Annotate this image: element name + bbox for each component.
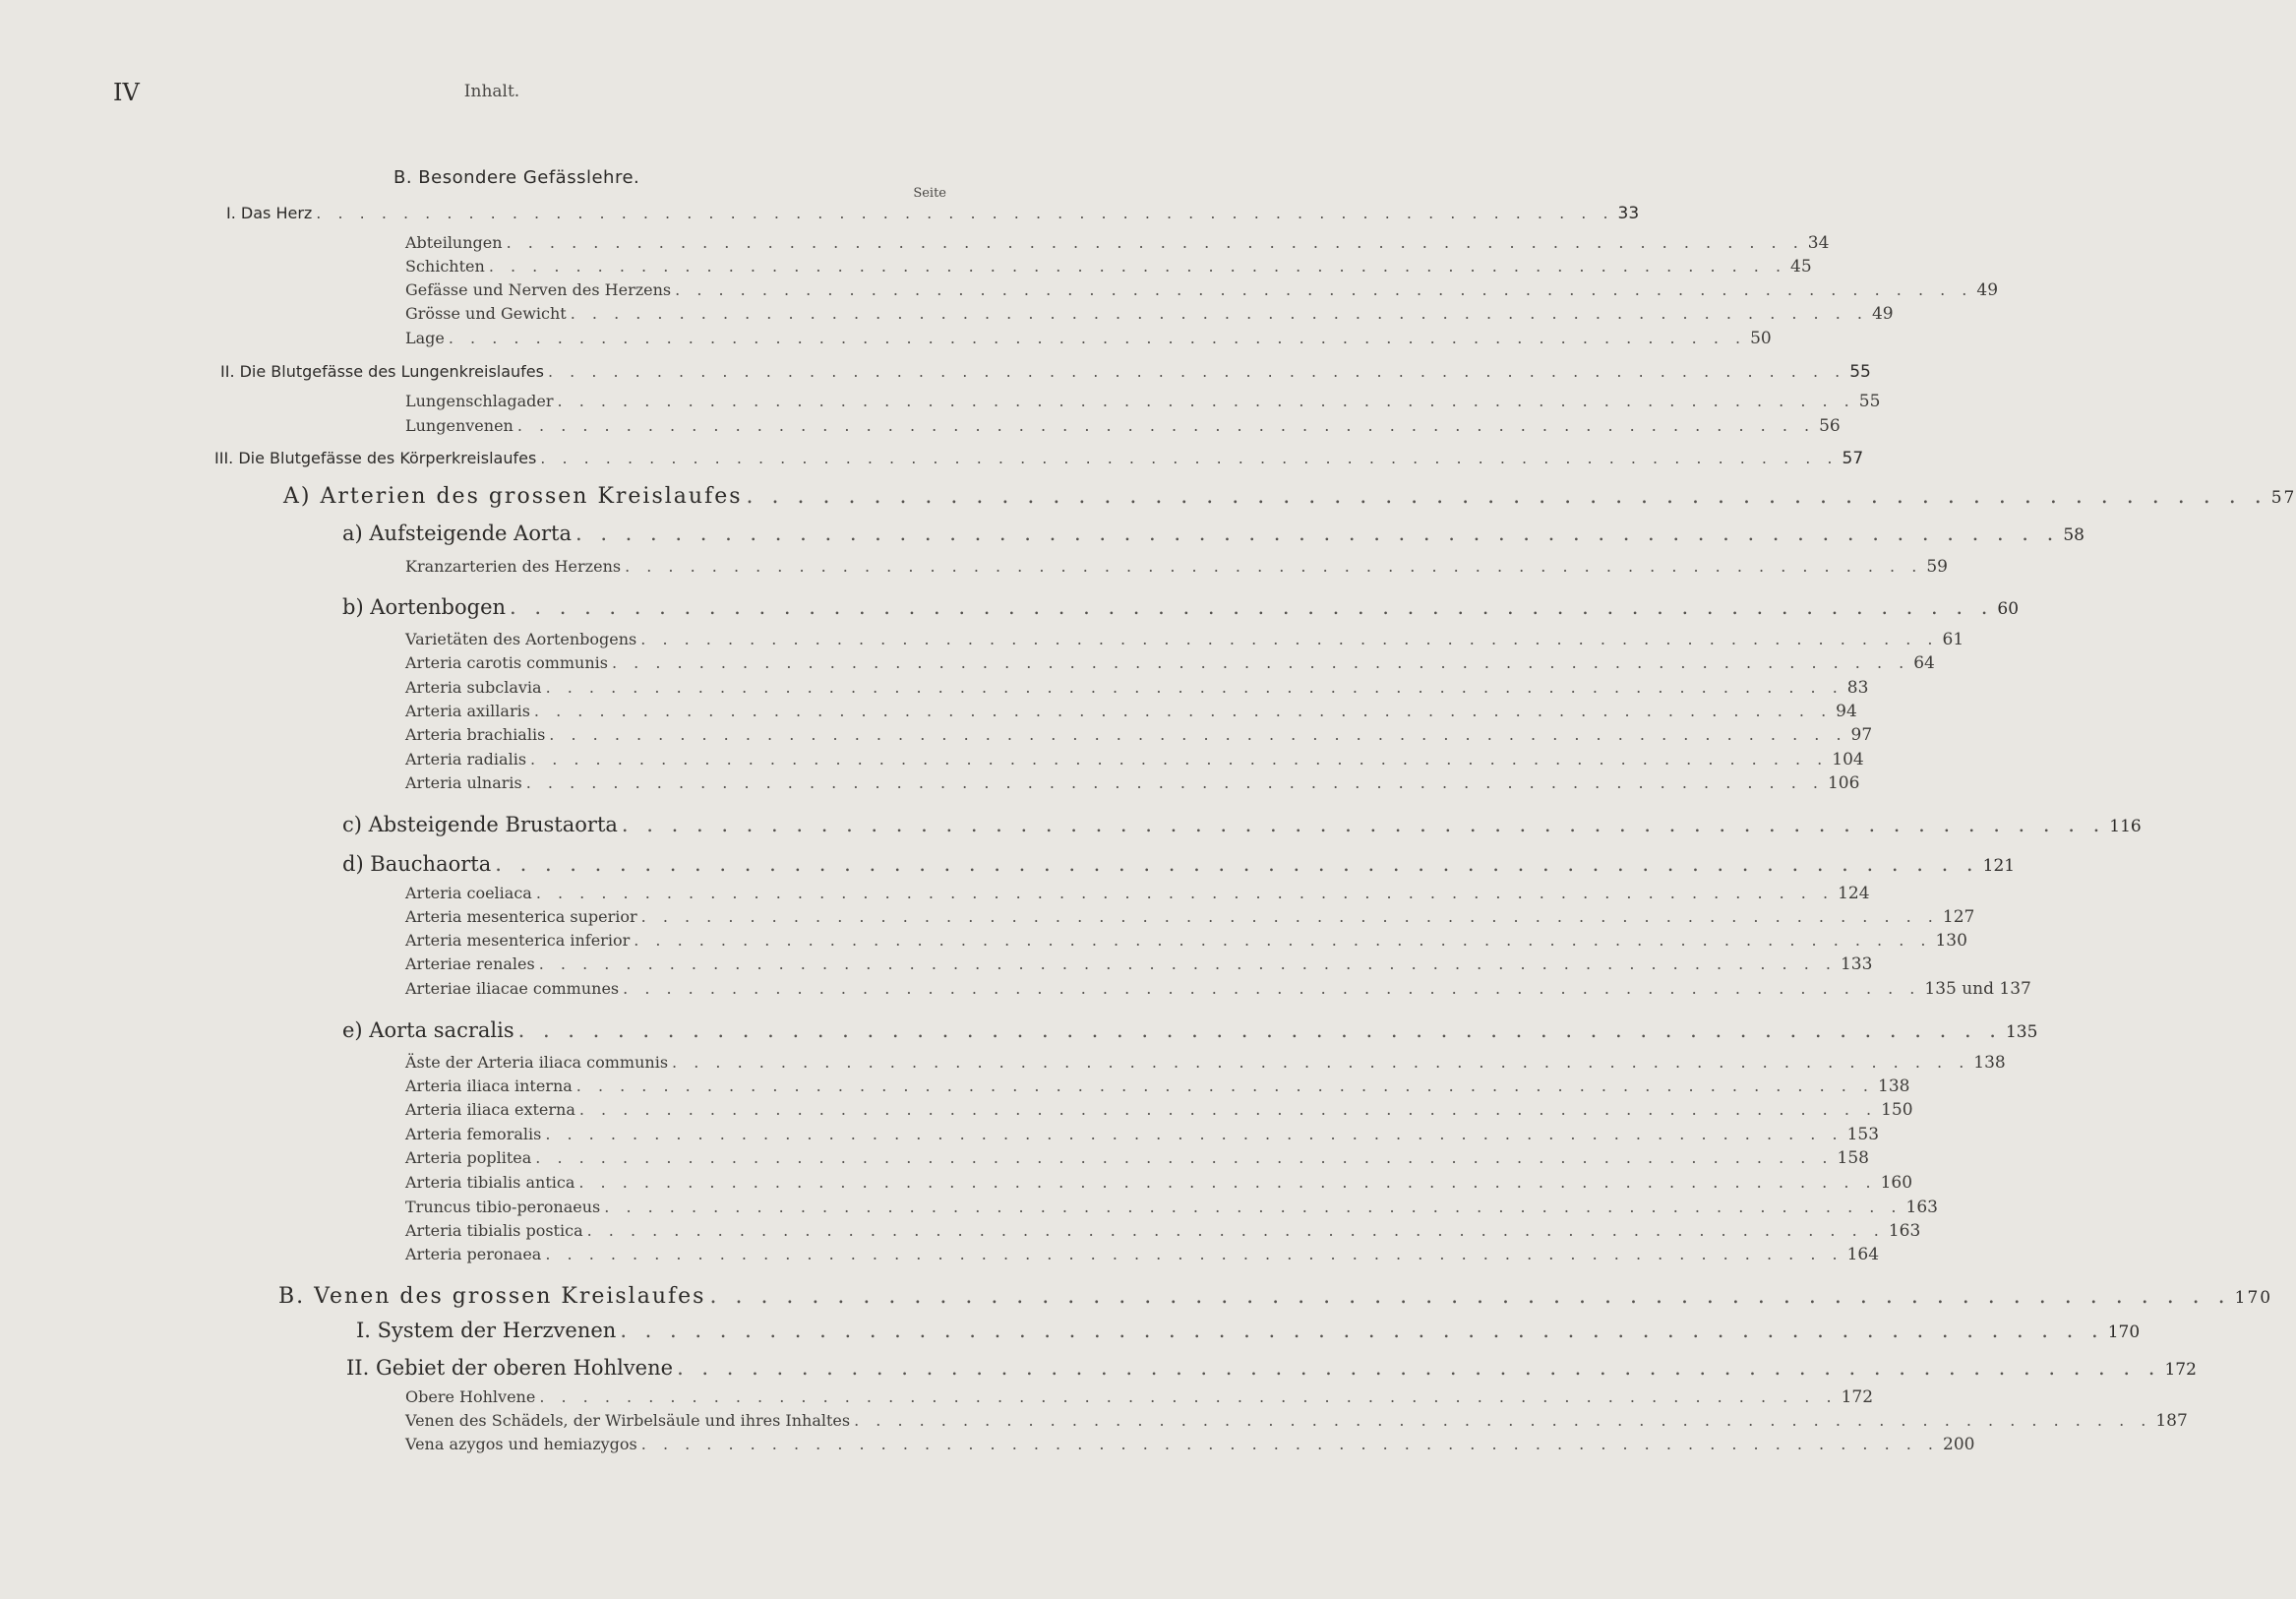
- toc-entry: [346, 1356, 2197, 1380]
- toc-entry-label: Arteria iliaca interna: [405, 1076, 573, 1095]
- toc-entry-page: 135: [2005, 1022, 2038, 1042]
- toc-entry-label: Arteria femoralis: [405, 1125, 542, 1143]
- toc-entry-label: Arteria axillaris: [405, 702, 530, 720]
- toc-entry-page: 160: [1880, 1173, 1913, 1193]
- toc-entry: [405, 1076, 1910, 1096]
- toc-entry-page: 49: [1976, 280, 1999, 300]
- toc-entry-page: 138: [1878, 1076, 1910, 1096]
- toc-entry: [342, 522, 2085, 545]
- toc-entry-page: 45: [1790, 257, 1812, 277]
- dot-leader: . . . . . . . . . . . . . . . . . . . . . . . . . . . . . . . . . . . . . . . . . . . . . . . . . . . . . . . . . . . .: [570, 304, 1868, 323]
- toc-entry: [405, 1148, 1869, 1168]
- toc-entry: [405, 750, 1864, 769]
- toc-entry-label: Äste der Arteria iliaca communis: [405, 1053, 669, 1072]
- toc-entry: [405, 1125, 1880, 1144]
- dot-leader: . . . . . . . . . . . . . . . . . . . . . . . . . . . . . . . . . . . . . . . . . . . . . . . . . . . . . . . . . . . .: [506, 233, 1804, 252]
- toc-entry-page: 121: [1982, 856, 2016, 876]
- toc-entry: [405, 653, 1935, 673]
- toc-entry-page: 56: [1819, 416, 1841, 436]
- toc-entry-label: Arteria mesenterica superior: [405, 907, 637, 926]
- toc-entry: [405, 1221, 1921, 1241]
- dot-leader: . . . . . . . . . . . . . . . . . . . . . . . . . . . . . . . . . . . . . . . . . . . . . . . . . . . . . . . . . . . .: [316, 204, 1614, 222]
- dot-leader: . . . . . . . . . . . . . . . . . . . . . . . . . . . . . . . . . . . . . . . . . . . . . . . . . . . . . . . . . . . .: [535, 1148, 1834, 1167]
- toc-entry-page: 133: [1840, 954, 1873, 974]
- toc-entry-label: Gefässe und Nerven des Herzens: [405, 280, 672, 299]
- toc-entry-page: 135 und 137: [1924, 979, 2031, 999]
- toc-entry-label: Abteilungen: [405, 233, 503, 252]
- dot-leader: . . . . . . . . . . . . . . . . . . . . . . . . . . . . . . . . . . . . . . . . . . . . . . . . . . . . . . . . . . . .: [533, 702, 1833, 720]
- toc-entry: [405, 979, 2031, 999]
- toc-entry-label: III. Die Blutgefässe des Körperkreislaufes: [214, 449, 537, 467]
- toc-entry-label: II. Die Blutgefässe des Lungenkreislaufes: [220, 362, 544, 381]
- toc-entry: [405, 416, 1841, 436]
- toc-entry-page: 106: [1827, 773, 1860, 793]
- toc-entry-label: I. Das Herz: [226, 204, 313, 222]
- page-column-label: Seite: [913, 186, 946, 201]
- toc-entry-page: 187: [2155, 1411, 2188, 1431]
- toc-entry: [405, 1435, 1975, 1454]
- toc-entry: [405, 392, 1881, 411]
- toc-entry: [342, 813, 2142, 836]
- toc-entry-page: 153: [1846, 1125, 1880, 1144]
- toc-entry-page: 94: [1836, 702, 1857, 721]
- toc-entry-label: Schichten: [405, 257, 485, 276]
- toc-entry: [405, 725, 1873, 745]
- toc-entry: [342, 1018, 2038, 1042]
- toc-entry-page: 57: [1842, 449, 1864, 468]
- toc-entry-label: Arteria mesenterica inferior: [405, 931, 631, 950]
- toc-entry-label: Obere Hohlvene: [405, 1387, 536, 1406]
- toc-entry: [283, 484, 2296, 509]
- toc-entry-label: Arteria tibialis postica: [405, 1221, 583, 1240]
- dot-leader: . . . . . . . . . . . . . . . . . . . . . . . . . . . . . . . . . . . . . . . . . . . . . . . . . . . . . . . . . . . .: [545, 678, 1843, 697]
- toc-entry: [342, 595, 2020, 619]
- toc-entry-label: Arteria carotis communis: [405, 653, 608, 672]
- dot-leader: . . . . . . . . . . . . . . . . . . . . . . . . . . . . . . . . . . . . . . . . . . . . . . . . . . . . . . . . . . . .: [510, 595, 1994, 619]
- toc-entry: [356, 1319, 2141, 1342]
- toc-entry-page: 138: [1973, 1053, 2006, 1073]
- toc-entry-page: 83: [1846, 678, 1869, 698]
- toc-entry-page: 172: [1841, 1387, 1874, 1407]
- toc-entry-label: b) Aortenbogen: [342, 595, 507, 619]
- toc-entry-page: 172: [2164, 1360, 2197, 1380]
- running-title: Inhalt.: [463, 82, 520, 101]
- toc-entry-label: Arteria iliaca externa: [405, 1100, 575, 1119]
- toc-entry-page: 55: [1849, 362, 1871, 382]
- dot-leader: . . . . . . . . . . . . . . . . . . . . . . . . . . . . . . . . . . . . . . . . . . . . . . . . . . . . . . . . . . . .: [604, 1198, 1903, 1216]
- toc-entry-page: 50: [1750, 329, 1772, 348]
- dot-leader: . . . . . . . . . . . . . . . . . . . . . . . . . . . . . . . . . . . . . . . . . . . . . . . . . . . . . . . . . . . .: [557, 392, 1855, 410]
- toc-entry: [405, 1100, 1913, 1120]
- toc-entry: [342, 852, 2016, 876]
- toc-entry-label: Arteriae renales: [405, 954, 535, 973]
- toc-entry-page: 163: [1905, 1198, 1938, 1217]
- toc-entry-label: A) Arterien des grossen Kreislaufes: [283, 484, 743, 509]
- dot-leader: . . . . . . . . . . . . . . . . . . . . . . . . . . . . . . . . . . . . . . . . . . . . . . . . . . . . . . . . . . . .: [535, 884, 1835, 902]
- dot-leader: . . . . . . . . . . . . . . . . . . . . . . . . . . . . . . . . . . . . . . . . . . . . . . . . . . . . . . . . . . . .: [709, 1284, 2231, 1309]
- toc-entry-page: 33: [1617, 204, 1640, 223]
- toc-entry-page: 61: [1942, 630, 1964, 649]
- toc-entry-label: Arteria brachialis: [405, 725, 546, 744]
- dot-leader: . . . . . . . . . . . . . . . . . . . . . . . . . . . . . . . . . . . . . . . . . . . . . . . . . . . . . . . . . . . .: [495, 852, 1979, 876]
- toc-entry-label: a) Aufsteigende Aorta: [342, 522, 572, 545]
- toc-entry: [405, 1173, 1913, 1193]
- toc-entry: [405, 329, 1772, 348]
- toc-entry: [405, 954, 1873, 974]
- dot-leader: . . . . . . . . . . . . . . . . . . . . . . . . . . . . . . . . . . . . . . . . . . . . . . . . . . . . . . . . . . . .: [538, 954, 1837, 973]
- toc-entry: [405, 1198, 1938, 1217]
- toc-entry: [405, 1245, 1880, 1264]
- toc-entry: [405, 630, 1964, 649]
- dot-leader: . . . . . . . . . . . . . . . . . . . . . . . . . . . . . . . . . . . . . . . . . . . . . . . . . . . . . . . . . . . .: [621, 813, 2106, 836]
- toc-entry-label: Vena azygos und hemiazygos: [405, 1435, 637, 1453]
- toc-entry-page: 104: [1832, 750, 1864, 769]
- toc-entry: [226, 204, 1640, 223]
- toc-entry-page: 116: [2109, 817, 2142, 836]
- toc-entry-page: 130: [1935, 931, 1967, 951]
- toc-entry-label: Arteria peronaea: [405, 1245, 542, 1263]
- toc-entry-page: 59: [1926, 557, 1948, 577]
- toc-entry-label: Arteria radialis: [405, 750, 527, 769]
- section-title: B. Besondere Gefässlehre.: [393, 167, 640, 188]
- toc-entry-label: Arteria tibialis antica: [405, 1173, 575, 1192]
- toc-entry: [405, 1053, 2006, 1073]
- toc-entry-page: 158: [1837, 1148, 1869, 1168]
- dot-leader: . . . . . . . . . . . . . . . . . . . . . . . . . . . . . . . . . . . . . . . . . . . . . . . . . . . . . . . . . . . .: [854, 1411, 2152, 1430]
- dot-leader: . . . . . . . . . . . . . . . . . . . . . . . . . . . . . . . . . . . . . . . . . . . . . . . . . . . . . . . . . . . .: [488, 257, 1787, 276]
- page-number: IV: [113, 79, 140, 106]
- dot-leader: . . . . . . . . . . . . . . . . . . . . . . . . . . . . . . . . . . . . . . . . . . . . . . . . . . . . . . . . . . . .: [640, 630, 1939, 648]
- dot-leader: . . . . . . . . . . . . . . . . . . . . . . . . . . . . . . . . . . . . . . . . . . . . . . . . . . . . . . . . . . . .: [517, 1018, 2002, 1042]
- dot-leader: . . . . . . . . . . . . . . . . . . . . . . . . . . . . . . . . . . . . . . . . . . . . . . . . . . . . . . . . . . . .: [675, 280, 1973, 299]
- toc-entry-page: 163: [1888, 1221, 1921, 1241]
- toc-entry-label: Arteria subclavia: [405, 678, 542, 697]
- toc-entry-label: Grösse und Gewicht: [405, 304, 567, 323]
- dot-leader: . . . . . . . . . . . . . . . . . . . . . . . . . . . . . . . . . . . . . . . . . . . . . . . . . . . . . . . . . . . .: [578, 1100, 1878, 1119]
- toc-entry: [405, 702, 1857, 721]
- dot-leader: . . . . . . . . . . . . . . . . . . . . . . . . . . . . . . . . . . . . . . . . . . . . . . . . . . . . . . . . . . . .: [746, 484, 2267, 509]
- dot-leader: . . . . . . . . . . . . . . . . . . . . . . . . . . . . . . . . . . . . . . . . . . . . . . . . . . . . . . . . . . . .: [525, 773, 1824, 792]
- dot-leader: . . . . . . . . . . . . . . . . . . . . . . . . . . . . . . . . . . . . . . . . . . . . . . . . . . . . . . . . . . . .: [540, 449, 1839, 467]
- dot-leader: . . . . . . . . . . . . . . . . . . . . . . . . . . . . . . . . . . . . . . . . . . . . . . . . . . . . . . . . . . . .: [578, 1173, 1877, 1192]
- toc-entry: [220, 362, 1871, 382]
- toc-entry-label: Truncus tibio-peronaeus: [405, 1198, 601, 1216]
- toc-entry: [405, 1411, 2188, 1431]
- toc-entry: [214, 449, 1864, 468]
- toc-entry-page: 60: [1997, 599, 2020, 619]
- toc-entry-label: c) Absteigende Brustaorta: [342, 813, 618, 836]
- toc-entry-label: e) Aorta sacralis: [342, 1018, 514, 1042]
- toc-entry: [405, 233, 1830, 253]
- dot-leader: . . . . . . . . . . . . . . . . . . . . . . . . . . . . . . . . . . . . . . . . . . . . . . . . . . . . . . . . . . . .: [549, 725, 1847, 744]
- toc-entry-page: 200: [1943, 1435, 1975, 1454]
- toc-entry: [405, 773, 1860, 793]
- toc-entry-page: 49: [1871, 304, 1894, 324]
- toc-entry: [405, 931, 1967, 951]
- dot-leader: . . . . . . . . . . . . . . . . . . . . . . . . . . . . . . . . . . . . . . . . . . . . . . . . . . . . . . . . . . . .: [545, 1125, 1843, 1143]
- toc-entry-label: I. System der Herzvenen: [356, 1319, 617, 1342]
- toc-entry-page: 127: [1942, 907, 1975, 927]
- toc-entry-label: Arteriae iliacae communes: [405, 979, 620, 998]
- toc-entry-page: 164: [1846, 1245, 1880, 1264]
- dot-leader: . . . . . . . . . . . . . . . . . . . . . . . . . . . . . . . . . . . . . . . . . . . . . . . . . . . . . . . . . . . .: [574, 522, 2060, 545]
- dot-leader: . . . . . . . . . . . . . . . . . . . . . . . . . . . . . . . . . . . . . . . . . . . . . . . . . . . . . . . . . . . .: [516, 416, 1816, 435]
- toc-entry-label: Arteria poplitea: [405, 1148, 532, 1167]
- toc-entry-page: 150: [1881, 1100, 1913, 1120]
- toc-entry-label: Arteria coeliaca: [405, 884, 532, 902]
- dot-leader: . . . . . . . . . . . . . . . . . . . . . . . . . . . . . . . . . . . . . . . . . . . . . . . . . . . . . . . . . . . .: [640, 907, 1939, 926]
- toc-entry-page: 64: [1913, 653, 1935, 673]
- toc-entry: [405, 678, 1869, 698]
- dot-leader: . . . . . . . . . . . . . . . . . . . . . . . . . . . . . . . . . . . . . . . . . . . . . . . . . . . . . . . . . . . .: [620, 1319, 2104, 1342]
- toc-entry: [405, 280, 1999, 300]
- toc-entry-label: Varietäten des Aortenbogens: [405, 630, 637, 648]
- toc-entry-page: 58: [2063, 525, 2085, 545]
- toc-entry-label: d) Bauchaorta: [342, 852, 492, 876]
- dot-leader: . . . . . . . . . . . . . . . . . . . . . . . . . . . . . . . . . . . . . . . . . . . . . . . . . . . . . . . . . . . .: [545, 1245, 1843, 1263]
- dot-leader: . . . . . . . . . . . . . . . . . . . . . . . . . . . . . . . . . . . . . . . . . . . . . . . . . . . . . . . . . . . .: [625, 557, 1923, 576]
- dot-leader: . . . . . . . . . . . . . . . . . . . . . . . . . . . . . . . . . . . . . . . . . . . . . . . . . . . . . . . . . . . .: [677, 1356, 2161, 1380]
- dot-leader: . . . . . . . . . . . . . . . . . . . . . . . . . . . . . . . . . . . . . . . . . . . . . . . . . . . . . . . . . . . .: [612, 653, 1910, 672]
- toc-entry: [405, 257, 1812, 277]
- toc-entry-label: Venen des Schädels, der Wirbelsäule und ihres Inhaltes: [405, 1411, 851, 1430]
- toc-entry-label: Arteria ulnaris: [405, 773, 522, 792]
- dot-leader: . . . . . . . . . . . . . . . . . . . . . . . . . . . . . . . . . . . . . . . . . . . . . . . . . . . . . . . . . . . .: [547, 362, 1846, 381]
- dot-leader: . . . . . . . . . . . . . . . . . . . . . . . . . . . . . . . . . . . . . . . . . . . . . . . . . . . . . . . . . . . .: [575, 1076, 1875, 1095]
- toc-entry: [405, 884, 1870, 903]
- toc-entry-label: Lungenschlagader: [405, 392, 554, 410]
- dot-leader: . . . . . . . . . . . . . . . . . . . . . . . . . . . . . . . . . . . . . . . . . . . . . . . . . . . . . . . . . . . .: [448, 329, 1747, 347]
- toc-entry-label: Lage: [405, 329, 445, 347]
- toc-entry-label: Lungenvenen: [405, 416, 514, 435]
- toc-entry-page: 170: [2107, 1322, 2141, 1342]
- dot-leader: . . . . . . . . . . . . . . . . . . . . . . . . . . . . . . . . . . . . . . . . . . . . . . . . . . . . . . . . . . . .: [586, 1221, 1885, 1240]
- toc-entry: [405, 907, 1975, 927]
- toc-entry: [405, 1387, 1874, 1407]
- dot-leader: . . . . . . . . . . . . . . . . . . . . . . . . . . . . . . . . . . . . . . . . . . . . . . . . . . . . . . . . . . . .: [634, 931, 1932, 950]
- toc-entry-page: 34: [1807, 233, 1830, 253]
- toc-entry-page: 97: [1850, 725, 1873, 745]
- toc-entry-page: 170: [2234, 1288, 2273, 1308]
- toc-entry-page: 55: [1858, 392, 1881, 411]
- toc-entry-page: 124: [1838, 884, 1870, 903]
- toc-entry-label: B. Venen des grossen Kreislaufes: [278, 1284, 706, 1309]
- toc-entry: [405, 304, 1894, 324]
- dot-leader: . . . . . . . . . . . . . . . . . . . . . . . . . . . . . . . . . . . . . . . . . . . . . . . . . . . . . . . . . . . .: [672, 1053, 1970, 1072]
- dot-leader: . . . . . . . . . . . . . . . . . . . . . . . . . . . . . . . . . . . . . . . . . . . . . . . . . . . . . . . . . . . .: [623, 979, 1921, 998]
- toc-entry-page: 57: [2270, 488, 2296, 508]
- toc-entry-label: Kranzarterien des Herzens: [405, 557, 622, 576]
- dot-leader: . . . . . . . . . . . . . . . . . . . . . . . . . . . . . . . . . . . . . . . . . . . . . . . . . . . . . . . . . . . .: [539, 1387, 1838, 1406]
- dot-leader: . . . . . . . . . . . . . . . . . . . . . . . . . . . . . . . . . . . . . . . . . . . . . . . . . . . . . . . . . . . .: [640, 1435, 1939, 1453]
- toc-entry: [405, 557, 1948, 577]
- toc-entry: [278, 1284, 2273, 1309]
- toc-entry-label: II. Gebiet der oberen Hohlvene: [346, 1356, 674, 1380]
- dot-leader: . . . . . . . . . . . . . . . . . . . . . . . . . . . . . . . . . . . . . . . . . . . . . . . . . . . . . . . . . . . .: [530, 750, 1829, 769]
